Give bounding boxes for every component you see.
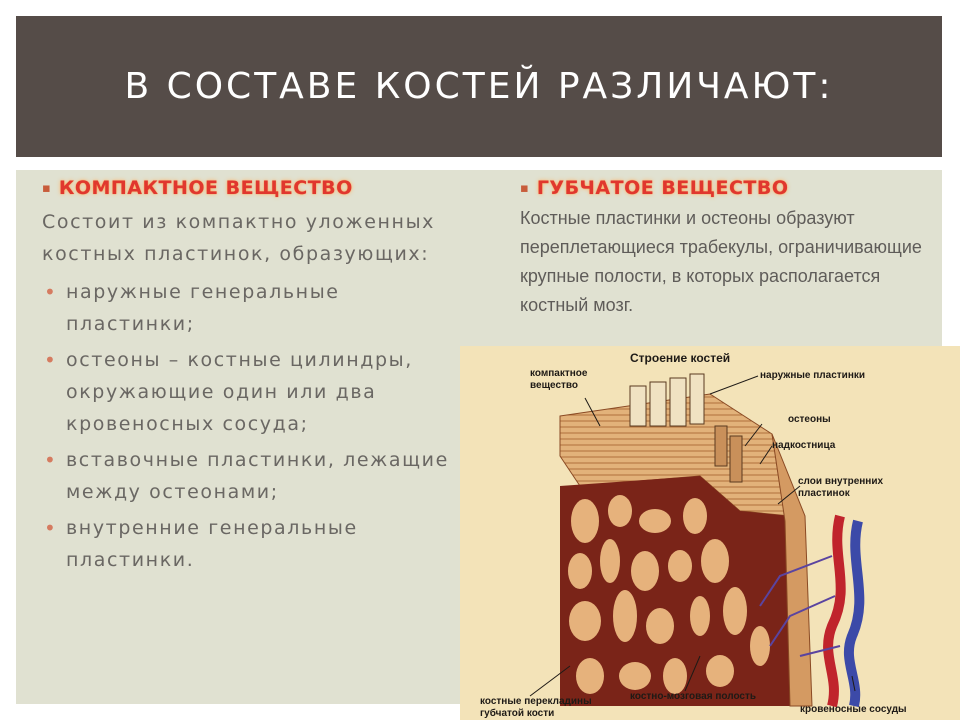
bullet-icon: •: [44, 348, 58, 372]
label-compact: компактное вещество: [530, 368, 588, 391]
label-periosteum: надкостница: [772, 440, 836, 451]
label-trabeculae: костные перекладины губчатой кости: [480, 696, 592, 719]
bone-illustration: [460, 346, 960, 720]
label-marrow-cavity: костно-мозговая полость: [630, 691, 757, 702]
bullet-icon: •: [44, 280, 58, 304]
label-outer-lamellae: наружные пластинки: [760, 370, 866, 381]
vein: [849, 521, 859, 706]
label-osteons: остеоны: [788, 414, 831, 425]
compact-list: [42, 276, 462, 576]
compact-heading: КОМПАКТНОЕ ВЕЩЕСТВО: [58, 177, 353, 199]
bullet-icon: •: [44, 448, 58, 472]
list-item: • остеоны – костные цилиндры, окружающие один или два кровеносных сосуда;: [42, 344, 462, 440]
title-bar: [16, 16, 942, 157]
compact-column: [42, 176, 462, 580]
label-blood-vessels: кровеносные сосуды: [800, 704, 907, 715]
square-bullet-icon: ▪: [520, 180, 529, 196]
square-bullet-icon: ▪: [42, 180, 51, 196]
bone-structure-figure: [460, 346, 960, 720]
label-inner-lamellae: слои внутренних пластинок: [798, 476, 884, 499]
list-item: • наружные генеральные пластинки;: [42, 276, 462, 340]
spongy-column: [520, 176, 935, 320]
bullet-icon: •: [44, 516, 58, 540]
compact-heading-row: [42, 176, 462, 200]
slide-title: В СОСТАВЕ КОСТЕЙ РАЗЛИЧАЮТ:: [124, 66, 834, 107]
figure-title: Строение костей: [630, 351, 731, 365]
spongy-heading-row: [520, 176, 935, 200]
list-item: • вставочные пластинки, лежащие между остеонами;: [42, 444, 462, 508]
spongy-heading: ГУБЧАТОЕ ВЕЩЕСТВО: [536, 177, 789, 199]
spongy-description: Костные пластинки и остеоны образуют переплетающиеся трабекулы, ограничивающие крупные полости, в которых располагается костный мозг.: [520, 208, 922, 315]
compact-intro: Состоит из компактно уложенных костных пластинок, образующих:: [42, 211, 436, 265]
artery: [828, 516, 841, 706]
list-item: • внутренние генеральные пластинки.: [42, 512, 462, 576]
